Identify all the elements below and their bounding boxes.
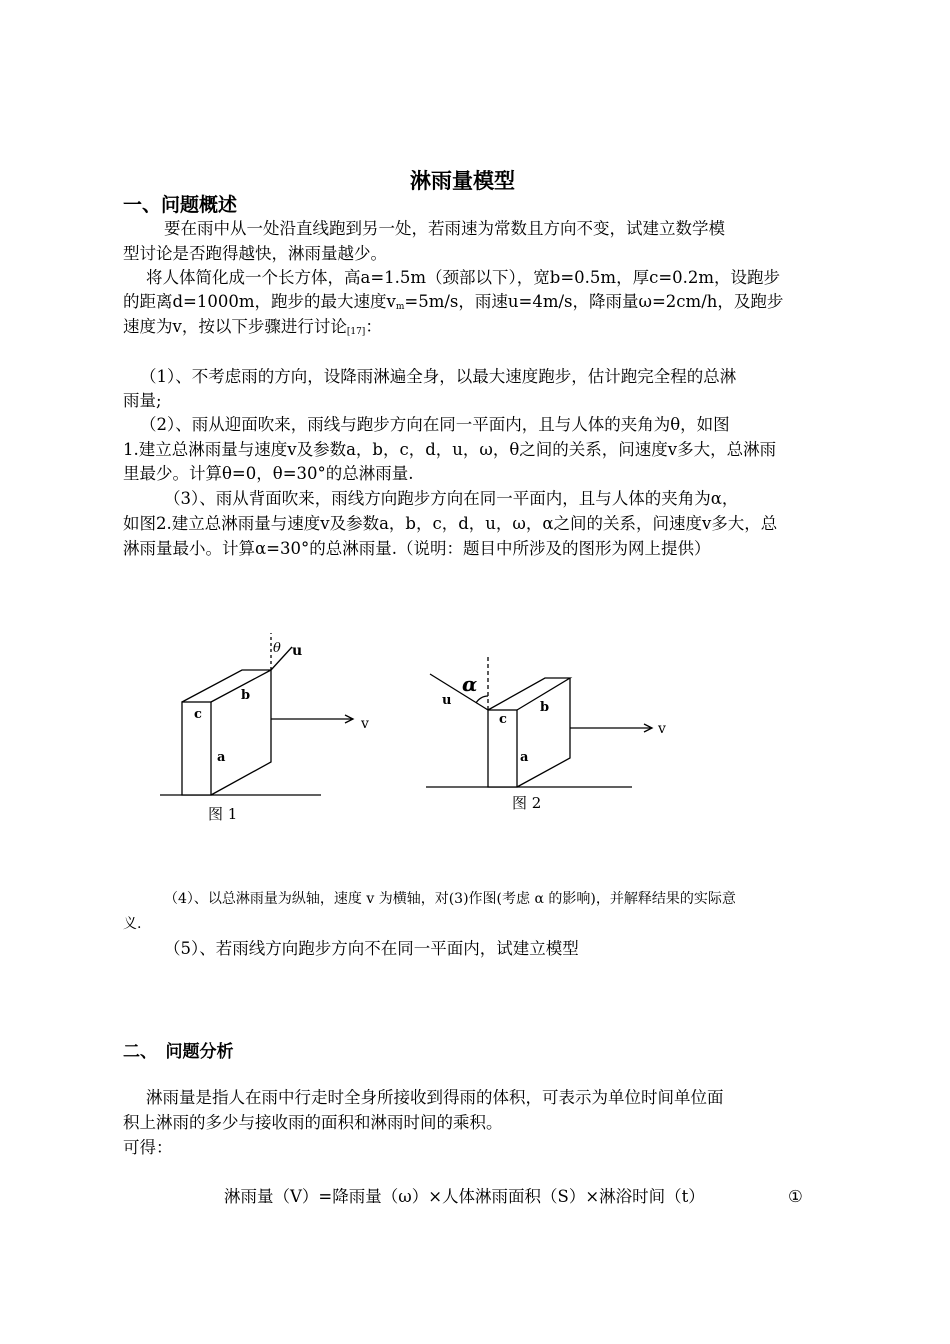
section2-para-line3: 可得： [123, 1138, 173, 1157]
para2-line3-b: ： [365, 317, 382, 336]
fig1-a-label: a [217, 750, 226, 765]
q1-line1: （1）、不考虑雨的方向，设降雨淋遍全身，以最大速度跑步，估计跑完全程的总淋 [140, 367, 737, 386]
figure-1 [155, 630, 385, 830]
fig1-caption: 图 1 [208, 805, 238, 823]
para1-line2: 型讨论是否跑得越快，淋雨量越少。 [123, 244, 387, 263]
q4-line1: （4）、以总淋雨量为纵轴，速度 v 为横轴，对(3)作图(考虑 α 的影响)，并解释结果的实际意 [164, 891, 736, 907]
para2-line2-b: =5m/s，雨速u=4m/s，降雨量ω=2cm/h，及跑步 [404, 292, 784, 311]
fig2-caption: 图 2 [512, 794, 542, 812]
section2-para-line2: 积上淋雨的多少与接收雨的面积和淋雨时间的乘积。 [123, 1113, 503, 1132]
para2-line1: 将人体简化成一个长方体，高a=1.5m（颈部以下），宽b=0.5m，厚c=0.2m，设跑步 [146, 268, 781, 287]
figure-2 [420, 640, 680, 820]
fig2-alpha-arc [476, 696, 488, 703]
reference-17: [17] [346, 327, 366, 337]
para2-line3 [123, 315, 382, 344]
fig1-u-label: u [292, 643, 303, 659]
q2-line2: 1.建立总淋雨量与速度v及参数a，b，c，d，u，ω，θ之间的关系，问速度v多大，总淋雨 [123, 440, 777, 459]
section1-heading: 一、问题概述 [123, 194, 238, 216]
fig2-alpha-label: α [462, 672, 478, 696]
para2-line2-a: 的距离d=1000m，跑步的最大速度v [123, 292, 396, 311]
fig1-v-label: v [361, 716, 369, 732]
section2-para-line1: 淋雨量是指人在雨中行走时全身所接收到得雨的体积，可表示为单位时间单位面 [146, 1088, 724, 1107]
para2-line3-a: 速度为v，按以下步骤进行讨论 [123, 317, 347, 336]
vm-subscript: m [395, 302, 405, 312]
q5: （5）、若雨线方向跑步方向不在同一平面内，试建立模型 [164, 939, 579, 958]
fig2-a-label: a [520, 750, 529, 765]
fig1-c-label: c [194, 707, 202, 722]
fig2-u-label: u [442, 693, 452, 708]
fig2-box-top [488, 678, 570, 710]
q2-line3: 里最少。计算θ=0，θ=30°的总淋雨量. [123, 464, 414, 483]
formula-number: ① [788, 1187, 803, 1206]
section2-heading: 二、 问题分析 [123, 1042, 234, 1062]
q1-line2: 雨量; [123, 391, 162, 410]
fig2-b-label: b [540, 700, 550, 715]
fig2-c-label: c [499, 712, 507, 727]
fig2-v-label: v [658, 721, 666, 737]
fig1-box-top [182, 670, 271, 702]
para1-line1: 要在雨中从一处沿直线跑到另一处，若雨速为常数且方向不变，试建立数学模 [164, 219, 725, 238]
q4-line2: 义. [123, 916, 142, 932]
fig1-b-label: b [241, 688, 251, 703]
q3-line3: 淋雨量最小。计算α=30°的总淋雨量.（说明：题目中所涉及的图形为网上提供） [123, 539, 711, 558]
fig2-rain-line [430, 674, 488, 710]
formula-1: 淋雨量（V）=降雨量（ω）×人体淋雨面积（S）×淋浴时间（t） [224, 1187, 705, 1206]
q2-line1: （2）、雨从迎面吹来，雨线与跑步方向在同一平面内，且与人体的夹角为θ，如图 [140, 415, 730, 434]
page-title: 淋雨量模型 [410, 169, 515, 193]
fig1-theta-label: θ [273, 641, 281, 656]
q3-line2: 如图2.建立总淋雨量与速度v及参数a，b，c，d，u，ω，α之间的关系，问速度v多大，总 [123, 514, 778, 533]
q3-line1: （3）、雨从背面吹来，雨线方向跑步方向在同一平面内，且与人体的夹角为α， [164, 489, 739, 508]
